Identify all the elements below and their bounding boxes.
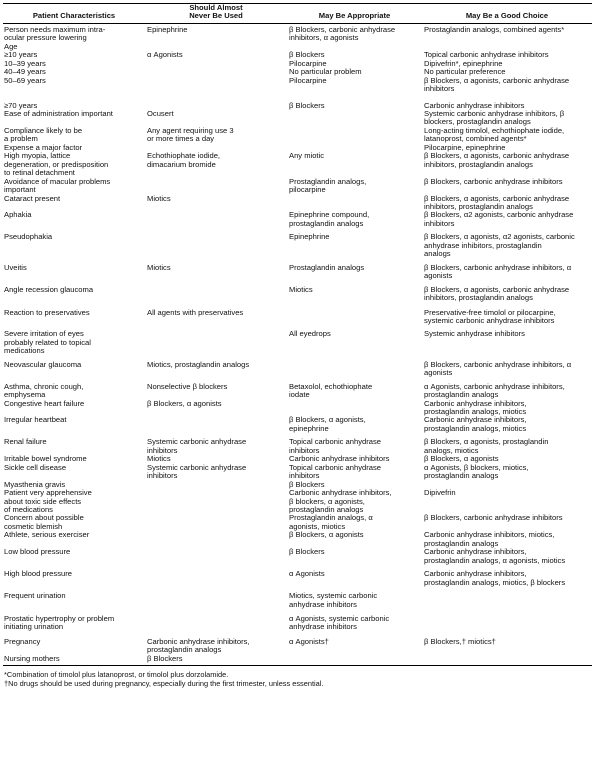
cell-characteristic: Aphakia: [4, 210, 32, 220]
table-row: [3, 127, 592, 144]
cell-characteristic: ≥10 years: [4, 50, 38, 60]
table-row: [3, 438, 592, 455]
cell-never-used: Systemic carbonic anhydrase inhibitors: [147, 462, 247, 481]
cell-appropriate: α Agonists, systemic carbonic anhydrase inhibitors: [289, 614, 390, 632]
table-row: [3, 286, 592, 309]
table-row: [3, 152, 592, 177]
cell-good-choice: Carbonic anhydrase inhibitors, prostaglandin analogs, miotics, β blockers: [424, 569, 566, 587]
table-row: [3, 464, 592, 481]
cell-characteristic: Irritable bowel syndrome: [4, 454, 87, 464]
cell-appropriate: Topical carbonic anhydrase inhibitors: [289, 437, 382, 455]
table-row: [3, 264, 592, 286]
cell-never-used: [145, 514, 287, 531]
cell-characteristic: Expense a major factor: [4, 142, 83, 152]
cell-appropriate: All eyedrops: [289, 329, 331, 339]
header-patient-characteristics: Patient Characteristics: [3, 4, 145, 24]
cell-appropriate: Pilocarpine: [289, 58, 327, 68]
glaucoma-medication-table: [3, 3, 592, 666]
cell-good-choice: Pilocarpine, epinephrine: [424, 142, 506, 152]
cell-appropriate: β Blockers: [289, 479, 325, 489]
cell-characteristic: Cataract present: [4, 193, 61, 203]
cell-good-choice: Long-acting timolol, echothiophate iodide, latanoprost, combined agents*: [424, 125, 565, 144]
cell-good-choice: β Blockers, α agonists: [424, 454, 499, 464]
footnote-combined-agents: *Combination of timolol plus latanoprost, or timolol plus dorzolamide.: [4, 670, 229, 680]
cell-characteristic: Person needs maximum intra- ocular pressure lowering: [4, 24, 106, 43]
cell-characteristic: 10–39 years: [4, 58, 46, 68]
cell-appropriate: Prostaglandin analogs: [289, 262, 365, 272]
cell-appropriate: Prostaglandin analogs, pilocarpine: [289, 176, 367, 195]
table-row: [3, 548, 592, 570]
cell-never-used: Miotics, prostaglandin analogs: [147, 359, 250, 369]
cell-characteristic: High myopia, lattice degeneration, or predisposition to retinal detachment: [4, 151, 109, 178]
cell-characteristic: Age: [4, 41, 18, 51]
cell-good-choice: β Blockers, α agonists, prostaglandin analogs, miotics: [424, 437, 549, 455]
cell-good-choice: β Blockers, α2 agonists, carbonic anhydrase inhibitors: [424, 210, 574, 228]
cell-characteristic: 40–49 years: [4, 67, 46, 77]
cell-good-choice: β Blockers, α agonists, carbonic anhydrase inhibitors, prostaglandin analogs: [424, 151, 570, 169]
cell-appropriate: β Blockers, carbonic anhydrase inhibitors, α agonists: [289, 24, 396, 43]
cell-never-used: [145, 330, 287, 360]
cell-good-choice: Systemic carbonic anhydrase inhibitors, β blockers, prostaglandin analogs: [424, 108, 565, 127]
cell-appropriate: Miotics: [289, 284, 313, 294]
cell-never-used: [145, 570, 287, 592]
cell-characteristic: Compliance likely to be a problem: [4, 125, 83, 144]
cell-good-choice: Carbonic anhydrase inhibitors, prostaglandin analogs, α agonists, miotics: [424, 547, 566, 565]
table-row: [3, 416, 592, 438]
table-row: [3, 531, 592, 548]
cell-characteristic: Uveitis: [4, 262, 27, 272]
cell-appropriate: Epinephrine: [289, 232, 330, 242]
cell-appropriate: Miotics, systemic carbonic anhydrase inhibitors: [289, 591, 378, 609]
cell-good-choice: β Blockers, carbonic anhydrase inhibitors, α agonists: [424, 359, 572, 378]
cell-never-used: Any agent requiring use 3 or more times a day: [147, 125, 234, 144]
cell-never-used: [145, 489, 287, 514]
cell-good-choice: [422, 615, 592, 638]
cell-characteristic: Reaction to preservatives: [4, 307, 90, 317]
table-row: [3, 361, 592, 383]
cell-appropriate: Any miotic: [289, 151, 325, 161]
cell-appropriate: Topical carbonic anhydrase inhibitors: [289, 462, 382, 481]
table-row: [3, 655, 592, 666]
cell-good-choice: No particular preference: [424, 67, 506, 77]
cell-never-used: Miotics: [147, 193, 171, 203]
cell-good-choice: Preservative-free timolol or pilocarpine, systemic carbonic anhydrase inhibitors: [424, 307, 556, 325]
cell-never-used: [145, 592, 287, 615]
cell-appropriate: Betaxolol, echothiophate iodate: [289, 381, 373, 400]
cell-appropriate: [287, 400, 422, 417]
cell-never-used: Echothiophate iodide, dimacarium bromide: [147, 151, 221, 169]
cell-appropriate: β Blockers, α agonists: [289, 530, 364, 540]
table-row: [3, 178, 592, 195]
table-row: [3, 77, 592, 102]
cell-appropriate: [287, 361, 422, 383]
header-may-be-a-good-choice: May Be a Good Choice: [422, 4, 592, 24]
cell-appropriate: Epinephrine compound, prostaglandin analogs: [289, 210, 370, 228]
cell-good-choice: Dipivefrin: [424, 488, 456, 498]
table-body: [3, 23, 592, 665]
cell-never-used: Nonselective β blockers: [147, 381, 228, 391]
cell-characteristic: Irregular heartbeat: [4, 415, 67, 425]
table-header-row: [3, 4, 592, 24]
cell-characteristic: Asthma, chronic cough, emphysema: [4, 381, 84, 400]
cell-never-used: β Blockers, α agonists: [147, 398, 222, 408]
table-row: [3, 211, 592, 233]
cell-characteristic: Pseudophakia: [4, 232, 53, 242]
cell-good-choice: Carbonic anhydrase inhibitors, prostaglandin analogs, miotics: [424, 415, 527, 433]
cell-never-used: [145, 615, 287, 638]
cell-characteristic: Congestive heart failure: [4, 398, 85, 408]
cell-good-choice: [422, 592, 592, 615]
table-row: [3, 514, 592, 531]
table-row: [3, 400, 592, 417]
cell-good-choice: α Agonists, carbonic anhydrase inhibitors, prostaglandin analogs: [424, 381, 565, 400]
cell-never-used: Carbonic anhydrase inhibitors, prostaglandin analogs: [147, 636, 250, 655]
cell-characteristic: Angle recession glaucoma: [4, 284, 94, 294]
cell-appropriate: [287, 127, 422, 144]
cell-good-choice: β Blockers,† miotics†: [424, 636, 496, 646]
cell-never-used: Systemic carbonic anhydrase inhibitors: [147, 437, 247, 455]
cell-never-used: [145, 68, 287, 76]
cell-characteristic: Concern about possible cosmetic blemish: [4, 513, 84, 531]
table-row: [3, 23, 592, 42]
cell-good-choice: β Blockers, α agonists, α2 agonists, carbonic anhydrase inhibitors, prostaglandin analogs: [424, 232, 575, 259]
cell-never-used: [145, 416, 287, 438]
table-row: [3, 592, 592, 615]
table-row: [3, 615, 592, 638]
cell-characteristic: Severe irritation of eyes probably related to topical medications: [4, 329, 91, 356]
cell-good-choice: β Blockers, carbonic anhydrase inhibitors: [424, 176, 563, 186]
cell-never-used: [145, 548, 287, 570]
footnotes: [3, 671, 592, 688]
cell-good-choice: Carbonic anhydrase inhibitors: [424, 100, 525, 110]
cell-good-choice: β Blockers, carbonic anhydrase inhibitors, α agonists: [424, 262, 572, 281]
cell-characteristic: Athlete, serious exerciser: [4, 530, 90, 540]
cell-never-used: [145, 481, 287, 489]
cell-never-used: β Blockers: [145, 655, 287, 666]
cell-good-choice: [422, 655, 592, 666]
cell-characteristic: Pregnancy: [4, 636, 41, 646]
cell-good-choice: β Blockers, α agonists, carbonic anhydrase inhibitors, prostaglandin analogs: [424, 193, 570, 211]
cell-characteristic: Low blood pressure: [4, 547, 71, 557]
cell-good-choice: Systemic anhydrase inhibitors: [424, 329, 525, 339]
cell-characteristic: Sickle cell disease: [4, 462, 67, 472]
cell-good-choice: Dipivefrin*, epinephrine: [424, 58, 503, 68]
table-row: [3, 330, 592, 360]
cell-characteristic: Ease of administration important: [4, 108, 113, 118]
header-may-be-appropriate: May Be Appropriate: [287, 4, 422, 24]
cell-characteristic: ≥70 years: [4, 100, 38, 110]
cell-never-used: [145, 178, 287, 195]
cell-appropriate: Pilocarpine: [289, 75, 327, 85]
cell-never-used: [145, 60, 287, 68]
table-row: [3, 233, 592, 263]
cell-characteristic: Myasthenia gravis: [4, 479, 66, 489]
cell-good-choice: β Blockers, α agonists, carbonic anhydrase inhibitors: [424, 75, 570, 94]
cell-never-used: Epinephrine: [147, 24, 188, 34]
cell-appropriate: [287, 195, 422, 212]
table-row: [3, 309, 592, 331]
cell-appropriate: α Agonists: [289, 569, 325, 579]
cell-good-choice: β Blockers, carbonic anhydrase inhibitors: [424, 513, 563, 523]
cell-good-choice: α Agonists, β blockers, miotics, prostaglandin analogs: [424, 462, 529, 481]
table-row: [3, 570, 592, 592]
cell-appropriate: Carbonic anhydrase inhibitors: [289, 454, 390, 464]
cell-appropriate: β Blockers, α agonists, epinephrine: [289, 415, 366, 433]
footnote-pregnancy: †No drugs should be used during pregnancy, especially during the first trimester, unless essential.: [4, 678, 324, 688]
cell-appropriate: β Blockers: [289, 547, 325, 557]
cell-characteristic: Frequent urination: [4, 591, 66, 601]
cell-never-used: Miotics: [147, 454, 171, 464]
cell-never-used: [145, 286, 287, 309]
cell-characteristic: 50–69 years: [4, 75, 46, 85]
document-page: [3, 3, 592, 688]
cell-appropriate: β Blockers: [289, 100, 325, 110]
header-should-almost-never-be-used: Should Almost Never Be Used: [145, 4, 287, 24]
cell-good-choice: Topical carbonic anhydrase inhibitors: [424, 50, 549, 60]
cell-good-choice: Prostaglandin analogs, combined agents*: [424, 24, 565, 34]
cell-characteristic: Nursing mothers: [3, 655, 145, 666]
cell-never-used: [145, 77, 287, 102]
cell-good-choice: Carbonic anhydrase inhibitors, prostaglandin analogs, miotics: [424, 398, 527, 417]
cell-good-choice: Carbonic anhydrase inhibitors, miotics, prostaglandin analogs: [424, 530, 555, 548]
cell-never-used: α Agonists: [147, 50, 183, 60]
cell-appropriate: Prostaglandin analogs, α agonists, miotics: [289, 513, 373, 531]
cell-appropriate: α Agonists†: [289, 636, 329, 646]
cell-never-used: Miotics: [147, 262, 171, 272]
cell-characteristic: Renal failure: [4, 437, 47, 447]
cell-appropriate: No particular problem: [289, 67, 362, 77]
table-row: [3, 195, 592, 212]
cell-characteristic: Avoidance of macular problems important: [4, 176, 111, 195]
table-row: [3, 383, 592, 400]
cell-never-used: Ocusert: [147, 108, 174, 118]
cell-appropriate: [287, 655, 422, 666]
cell-never-used: [145, 233, 287, 263]
cell-never-used: [145, 211, 287, 233]
table-row: [3, 638, 592, 655]
table-row: [3, 489, 592, 514]
cell-appropriate: [287, 309, 422, 331]
table-row: [3, 110, 592, 127]
cell-good-choice: β Blockers, α agonists, carbonic anhydrase inhibitors, prostaglandin analogs: [424, 284, 570, 303]
cell-appropriate: β Blockers: [289, 50, 325, 60]
cell-characteristic: High blood pressure: [4, 569, 72, 579]
cell-characteristic: Patient very apprehensive about toxic side effects of medications: [4, 488, 92, 515]
cell-characteristic: Prostatic hypertrophy or problem initiating urination: [4, 614, 115, 632]
cell-never-used: [145, 531, 287, 548]
cell-characteristic: Neovascular glaucoma: [4, 359, 82, 369]
cell-appropriate: [287, 110, 422, 127]
cell-appropriate: Carbonic anhydrase inhibitors, β blockers, α agonists, prostaglandin analogs: [289, 488, 392, 515]
cell-never-used: All agents with preservatives: [147, 307, 244, 317]
